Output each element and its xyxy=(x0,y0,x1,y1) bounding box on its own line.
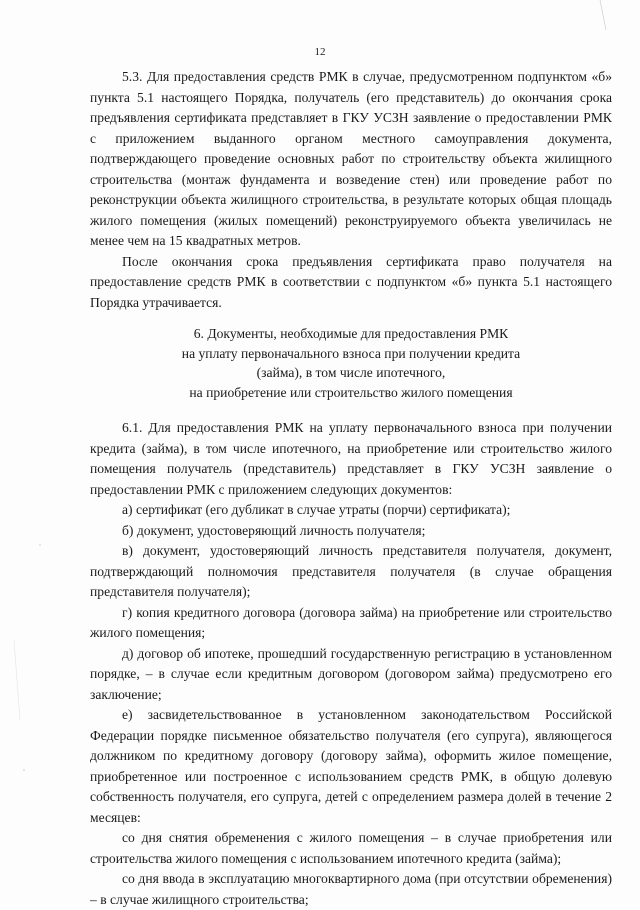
document-list-subitem: со дня снятия обременения с жилого помещения – в случае приобретения или строительства жилого помещения с использованием ипотечного кредита (займа); xyxy=(90,830,612,866)
document-list-item: б) документ, удостоверяющий личность получателя; xyxy=(122,522,426,538)
document-list-item: в) документ, удостоверяющий личность представителя получателя, документ, подтверждающий полномочия представителя получателя (в случае обращения представителя получателя); xyxy=(90,543,612,599)
section-6-1-intro: 6.1. Для предоставления РМК на уплату первоначального взноса при получении кредита (займа), в том числе ипотечного, на приобретение или строительство жилого помещения получатель (представитель) представляет в ГКУ УСЗН заявление о предоставлении РМК с приложением следующих документов: xyxy=(90,420,612,497)
document-list-subitem: со дня ввода в эксплуатацию многоквартирного дома (при отсутствии обременения) – в случае жилищного строительства; xyxy=(90,871,612,907)
section-5-3-expiry-paragraph: После окончания срока предъявления сертификата право получателя на предоставление средств РМК в соответствии с подпунктом «б» пункта 5.1 настоящего Порядка утрачивается. xyxy=(90,253,612,310)
section-6-heading xyxy=(90,324,612,402)
heading-line: 6. Документы, необходимые для предоставления РМК xyxy=(193,326,509,341)
document-list-item: е) засвидетельствованное в установленном законодательством Российской Федерации порядке письменное обязательство получателя (его супруга), являющегося должником по кредитному договору (договору займа), оформить жилое помещение, приобретенное или построенное с использованием средств РМК, в общую долевую собственность получателя, его супруга, детей с определением размера долей в течение 2 месяцев: xyxy=(90,707,612,825)
document-list-item: д) договор об ипотеке, прошедший государственную регистрацию в установленном порядке, – в случае если кредитным договором (договором займа) предусмотрено его заключение; xyxy=(90,645,612,702)
heading-line: на уплату первоначального взноса при получении кредита xyxy=(181,345,521,361)
document-list-item: а) сертификат (его дубликат в случае утраты (порчи) сертификата); xyxy=(122,502,511,517)
section-5-3-paragraph: 5.3. Для предоставления средств РМК в случае, предусмотренном подпунктом «б» пункта 5.1 настоящего Порядка, получатель (его представитель) до окончания срока предъявления сертификата представляет в ГКУ УСЗН заявление о предоставлении РМК с приложением выданного органом местного самоуправления документа, подтверждающего проведение основных работ по строительству объекта жилищного строительства (монтаж фундамента и возведение стен) или проведение работ по реконструкции объекта жилищного строительства, в результате которых общая площадь жилого помещения (жилых помещений) реконструируемого объекта увеличилась не менее чем на 15 квадратных метров. xyxy=(90,69,612,248)
page-number: 12 xyxy=(314,46,326,58)
page-content xyxy=(90,67,612,910)
heading-line: (займа), в том числе ипотечного, xyxy=(256,365,446,380)
heading-line: на приобретение или строительство жилого помещения xyxy=(189,384,513,400)
document-list-item: г) копия кредитного договора (договора займа) на приобретение или строительство жилого помещения; xyxy=(90,604,612,640)
